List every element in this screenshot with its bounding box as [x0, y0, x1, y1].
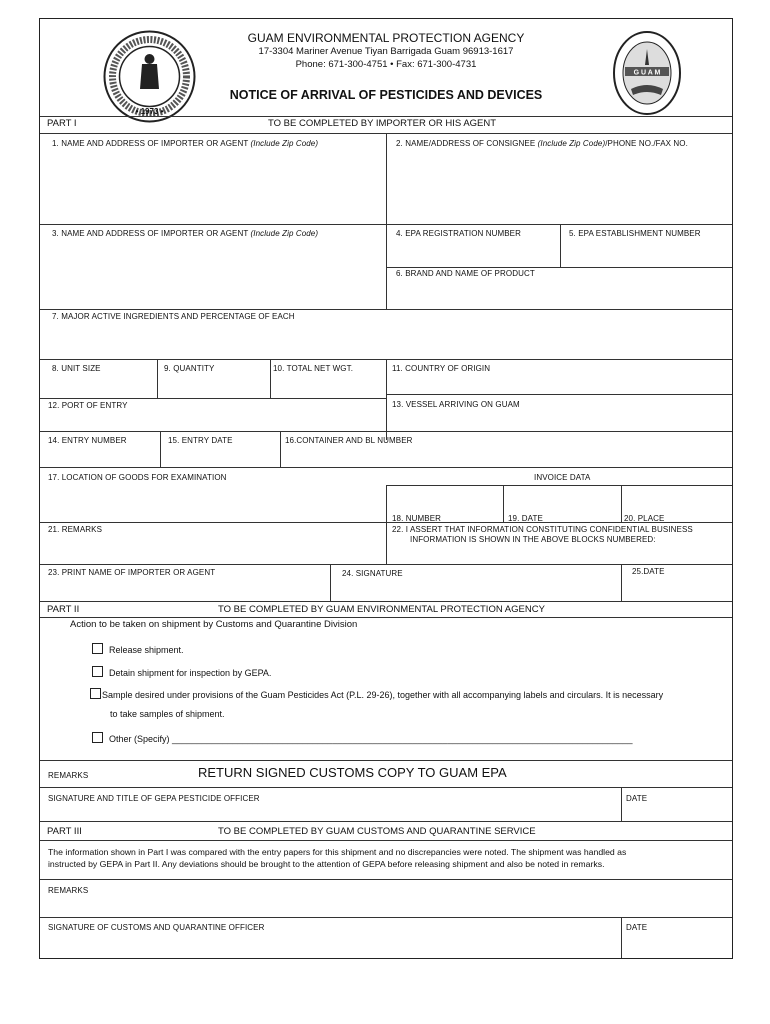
option-release[interactable]: Release shipment. — [92, 643, 184, 655]
part3-info-line1: The information shown in Part I was compared with the entry papers for this shipment and no discrepancies were noted. The shipment was handled as — [48, 847, 627, 857]
divider — [40, 224, 732, 225]
field-25-label: 25.DATE — [632, 567, 665, 576]
field-10-label: 10. TOTAL NET WGT. — [273, 364, 354, 373]
field-16-label: 16.CONTAINER AND BL NUMBER — [285, 436, 413, 445]
field-22-label-cont: INFORMATION IS SHOWN IN THE ABOVE BLOCKS NUMBERED: — [410, 535, 656, 544]
svg-text:• 1973 •: • 1973 • — [135, 107, 164, 116]
divider — [621, 787, 622, 821]
divider — [40, 601, 732, 602]
gepa-signature-label: SIGNATURE AND TITLE OF GEPA PESTICIDE OFFICER — [48, 794, 260, 803]
release-checkbox[interactable] — [92, 643, 103, 654]
sample-checkbox[interactable] — [90, 688, 101, 699]
divider — [40, 821, 732, 822]
divider — [40, 116, 732, 117]
option-detain[interactable]: Detain shipment for inspection by GEPA. — [92, 666, 271, 678]
detain-checkbox[interactable] — [92, 666, 103, 677]
field-12-label: 12. PORT OF ENTRY — [48, 401, 128, 410]
divider — [270, 359, 271, 398]
customs-date-label: DATE — [626, 923, 648, 932]
agency-name: GUAM ENVIRONMENTAL PROTECTION AGENCY — [247, 31, 525, 45]
option-sample-cont: to take samples of shipment. — [110, 709, 225, 719]
field-17-label: 17. LOCATION OF GOODS FOR EXAMINATION — [48, 473, 227, 482]
field-1-label: 1. NAME AND ADDRESS OF IMPORTER OR AGENT (Include Zip Code) — [52, 139, 319, 148]
divider — [40, 564, 732, 565]
divider — [386, 133, 387, 309]
part2-action-text: Action to be taken on shipment by Customs and Quarantine Division — [70, 619, 358, 630]
notice-form — [39, 18, 733, 959]
field-4-label: 4. EPA REGISTRATION NUMBER — [396, 229, 521, 238]
field-20-label: 20. PLACE — [624, 514, 665, 523]
divider — [386, 485, 732, 486]
field-3-label: 3. NAME AND ADDRESS OF IMPORTER OR AGENT (Include Zip Code) — [52, 229, 319, 238]
gepa-date-label: DATE — [626, 794, 648, 803]
field-14-label: 14. ENTRY NUMBER — [48, 436, 127, 445]
divider — [386, 485, 387, 522]
divider — [621, 917, 622, 958]
field-15-label: 15. ENTRY DATE — [168, 436, 233, 445]
option-sample[interactable]: Sample desired under provisions of the Guam Pesticides Act (P.L. 29-26), together with all accompanying labels and circulars. It is necessary — [90, 688, 663, 700]
field-23-label: 23. PRINT NAME OF IMPORTER OR AGENT — [48, 568, 216, 577]
divider — [503, 485, 504, 522]
divider — [40, 760, 732, 761]
divider — [157, 359, 158, 398]
field-5-label: 5. EPA ESTABLISHMENT NUMBER — [569, 229, 701, 238]
divider — [621, 564, 622, 601]
divider — [40, 617, 732, 618]
agency-phone-fax: Phone: 671-300-4751 • Fax: 671-300-4731 — [295, 59, 477, 70]
divider — [386, 394, 732, 395]
divider — [160, 431, 161, 467]
divider — [40, 840, 732, 841]
field-19-label: 19. DATE — [508, 514, 543, 523]
divider — [40, 467, 732, 468]
part3-label: PART III — [47, 826, 82, 837]
field-21-label: 21. REMARKS — [48, 525, 103, 534]
part2-label: PART II — [47, 604, 80, 615]
divider — [621, 485, 622, 522]
part3-heading: TO BE COMPLETED BY GUAM CUSTOMS AND QUARANTINE SERVICE — [218, 826, 536, 837]
form-title: NOTICE OF ARRIVAL OF PESTICIDES AND DEVICES — [229, 88, 543, 102]
divider — [280, 431, 281, 467]
divider — [40, 917, 732, 918]
field-9-label: 9. QUANTITY — [164, 364, 215, 373]
svg-text:G U A M: G U A M — [633, 69, 661, 77]
field-6-label: 6. BRAND AND NAME OF PRODUCT — [396, 269, 535, 278]
other-checkbox[interactable] — [92, 732, 103, 743]
divider — [330, 564, 331, 601]
divider — [386, 359, 387, 440]
divider — [40, 309, 732, 310]
divider — [386, 267, 732, 268]
part1-label: PART I — [47, 118, 77, 129]
divider — [40, 879, 732, 880]
field-22-label: 22. I ASSERT THAT INFORMATION CONSTITUTING CONFIDENTIAL BUSINESS — [392, 525, 693, 534]
field-18-label: 18. NUMBER — [392, 514, 442, 523]
agency-address: 17-3304 Mariner Avenue Tiyan Barrigada Guam 96913-1617 — [258, 46, 514, 57]
divider — [40, 431, 732, 432]
part3-remarks-label: REMARKS — [48, 886, 89, 895]
field-11-label: 11. COUNTRY OF ORIGIN — [392, 364, 491, 373]
return-customs-copy-note: RETURN SIGNED CUSTOMS COPY TO GUAM EPA — [198, 765, 507, 780]
part1-heading: TO BE COMPLETED BY IMPORTER OR HIS AGENT — [268, 118, 497, 129]
divider — [386, 522, 387, 564]
divider — [560, 224, 561, 267]
part3-info-line2: instructed by GEPA in Part II. Any deviations should be brought to the attention of GEPA before releasing shipment and also be noted in remarks. — [48, 859, 605, 869]
field-2-label: 2. NAME/ADDRESS OF CONSIGNEE (Include Zip Code)/PHONE NO./FAX NO. — [396, 139, 688, 148]
field-13-label: 13. VESSEL ARRIVING ON GUAM — [392, 400, 520, 409]
part2-heading: TO BE COMPLETED BY GUAM ENVIRONMENTAL PROTECTION AGENCY — [218, 604, 545, 615]
divider — [40, 398, 386, 399]
divider — [40, 787, 732, 788]
option-other[interactable]: Other (Specify) ____________________________________________________________________________________________ — [92, 732, 633, 744]
part2-remarks-label: REMARKS — [48, 771, 89, 780]
field-8-label: 8. UNIT SIZE — [52, 364, 101, 373]
field-24-label: 24. SIGNATURE — [342, 569, 403, 578]
invoice-data-label: INVOICE DATA — [534, 473, 591, 482]
customs-signature-label: SIGNATURE OF CUSTOMS AND QUARANTINE OFFICER — [48, 923, 265, 932]
field-7-label: 7. MAJOR ACTIVE INGREDIENTS AND PERCENTAGE OF EACH — [52, 312, 295, 321]
